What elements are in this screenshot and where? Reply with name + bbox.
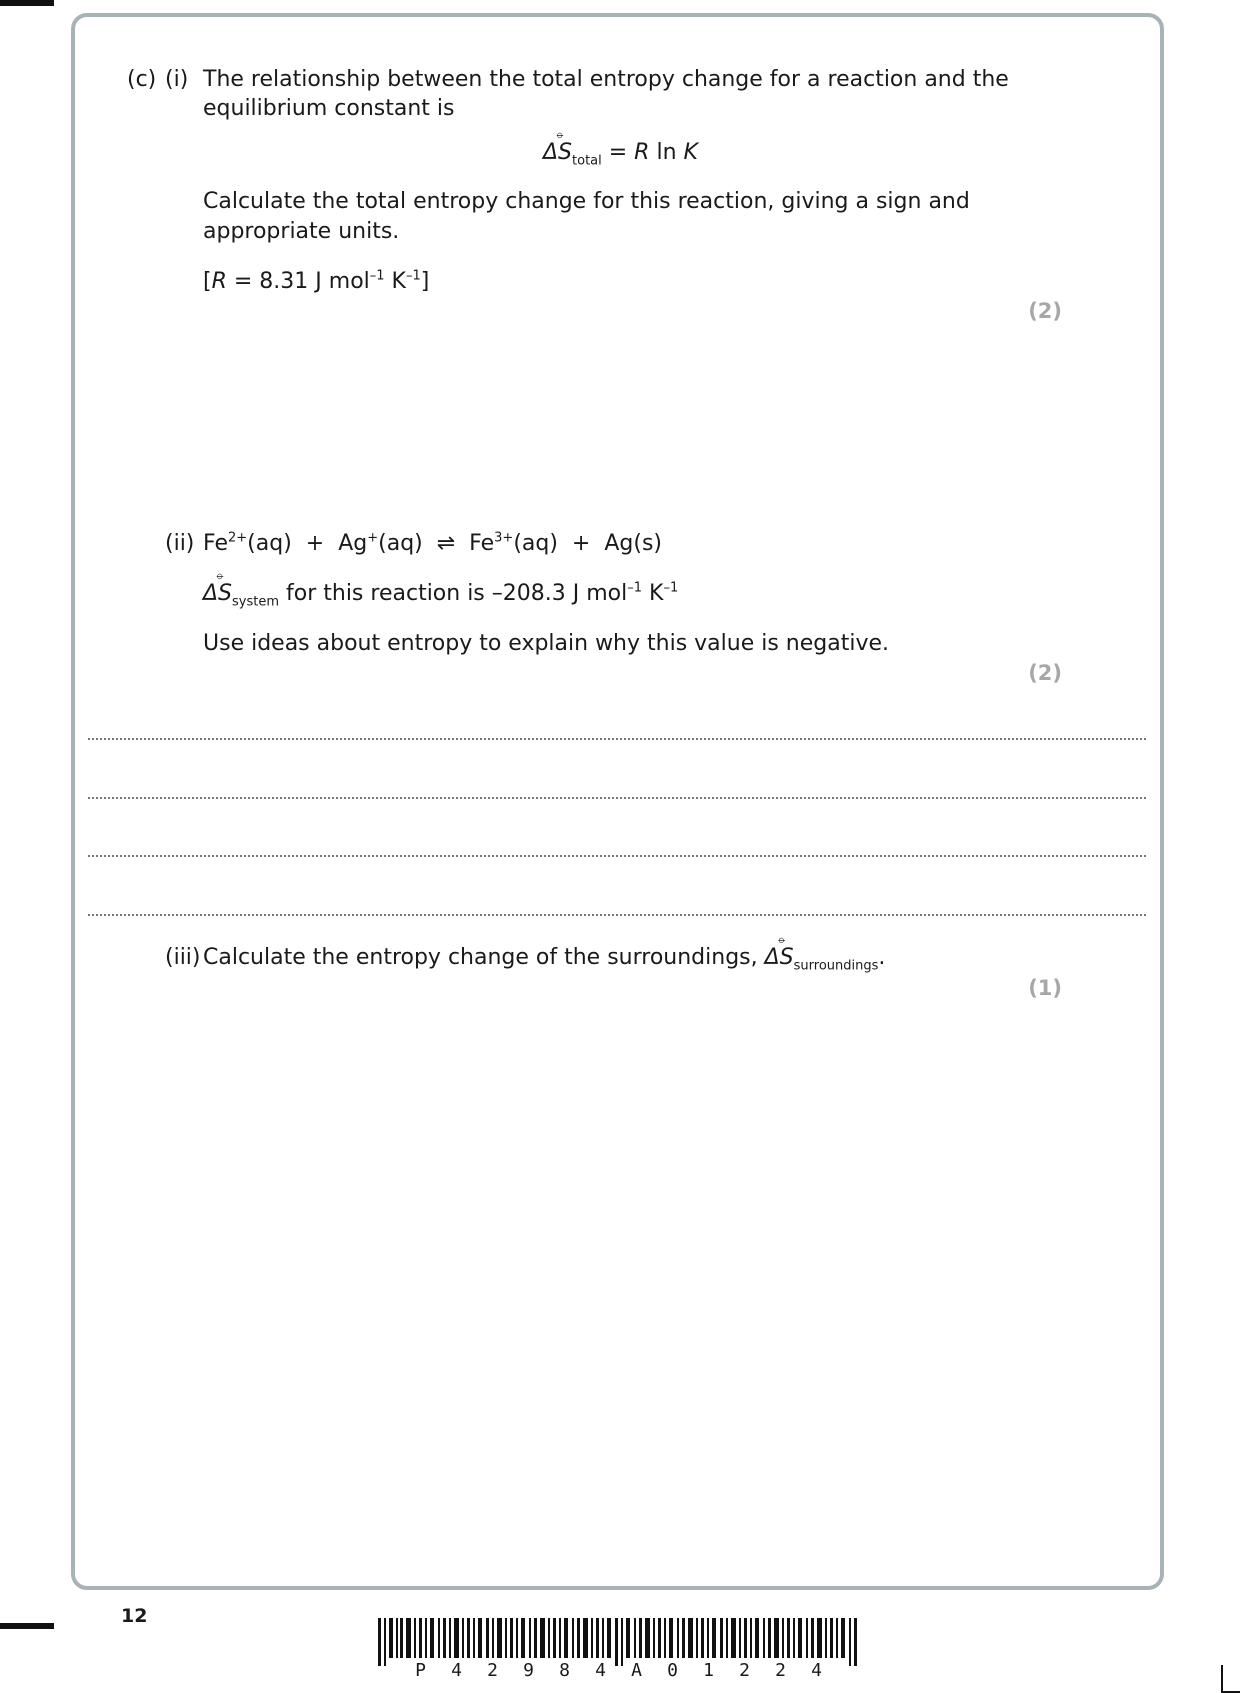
barcode-char: 9	[523, 1660, 535, 1681]
marks-iii: (1)	[1028, 976, 1062, 1000]
delta-s-surroundings: ΔS ⦵	[764, 932, 794, 970]
crop-mark-top-left	[0, 0, 54, 6]
reaction-equation: $Fe^{2+}(aq) + Ag^+(aq)$ ⇌ $Fe^{3+}(aq) + Ag(s)$	[203, 530, 662, 556]
answer-line-4[interactable]	[88, 914, 1146, 916]
answer-line-2[interactable]	[88, 797, 1146, 799]
barcode-char: P	[415, 1660, 427, 1681]
entropy-equation: ΔS ⦵ $_{total}$ = R ln K	[543, 127, 698, 169]
question-i-instruction-2: appropriate units.	[203, 219, 400, 244]
crop-mark-bottom-right	[1221, 1665, 1223, 1693]
total-subscript: total	[572, 153, 602, 169]
standard-state-icon: ⦵	[776, 932, 787, 946]
barcode-char: 8	[559, 1660, 571, 1681]
barcode-char: 4	[811, 1660, 823, 1681]
question-iii-text: Calculate the entropy change of the surroundings, ΔS ⦵ $_{surroundings}$.	[203, 932, 886, 974]
question-i-line1: The relationship between the total entropy change for a reaction and the	[203, 67, 1009, 92]
barcode-char: 2	[739, 1660, 751, 1681]
barcode-char: 0	[667, 1660, 679, 1681]
gas-constant: [R = 8.31 J mol$^{-1}$ $K^{-1}$]	[203, 268, 430, 294]
crop-mark-bottom-left	[0, 1623, 54, 1629]
barcode-char: A	[631, 1660, 643, 1681]
barcode-char: 4	[451, 1660, 463, 1681]
answer-line-1[interactable]	[88, 738, 1146, 740]
question-ii-instruction: Use ideas about entropy to explain why this value is negative.	[203, 631, 890, 656]
part-c-label: (c)	[127, 67, 157, 92]
system-entropy-statement: ΔS ⦵ $_{system}$ for this reaction is –208.3 J mol$^{-1}$ $K^{-1}$	[203, 568, 679, 610]
standard-state-icon: ⦵	[555, 127, 566, 141]
sub-i-label: (i)	[165, 67, 189, 92]
page-number: 12	[121, 1605, 148, 1627]
barcode	[378, 1618, 860, 1666]
barcode-char: 2	[487, 1660, 499, 1681]
sub-iii-label: (iii)	[165, 945, 201, 970]
question-i-line2: equilibrium constant is	[203, 96, 455, 121]
standard-state-icon: ⦵	[215, 568, 226, 582]
barcode-char: 2	[775, 1660, 787, 1681]
answer-line-3[interactable]	[88, 855, 1146, 857]
sub-ii-label: (ii)	[165, 531, 195, 556]
delta-s-total: ΔS ⦵	[543, 127, 573, 165]
answer-box-frame	[71, 13, 1164, 1590]
delta-s-system: ΔS ⦵	[203, 568, 233, 606]
marks-i: (2)	[1028, 299, 1062, 323]
barcode-number	[378, 1660, 860, 1682]
barcode-char: 1	[703, 1660, 715, 1681]
marks-ii: (2)	[1028, 661, 1062, 685]
equilibrium-arrow-icon: ⇌	[436, 531, 456, 556]
barcode-char: 4	[595, 1660, 607, 1681]
question-i-instruction-1: Calculate the total entropy change for this reaction, giving a sign and	[203, 189, 970, 214]
